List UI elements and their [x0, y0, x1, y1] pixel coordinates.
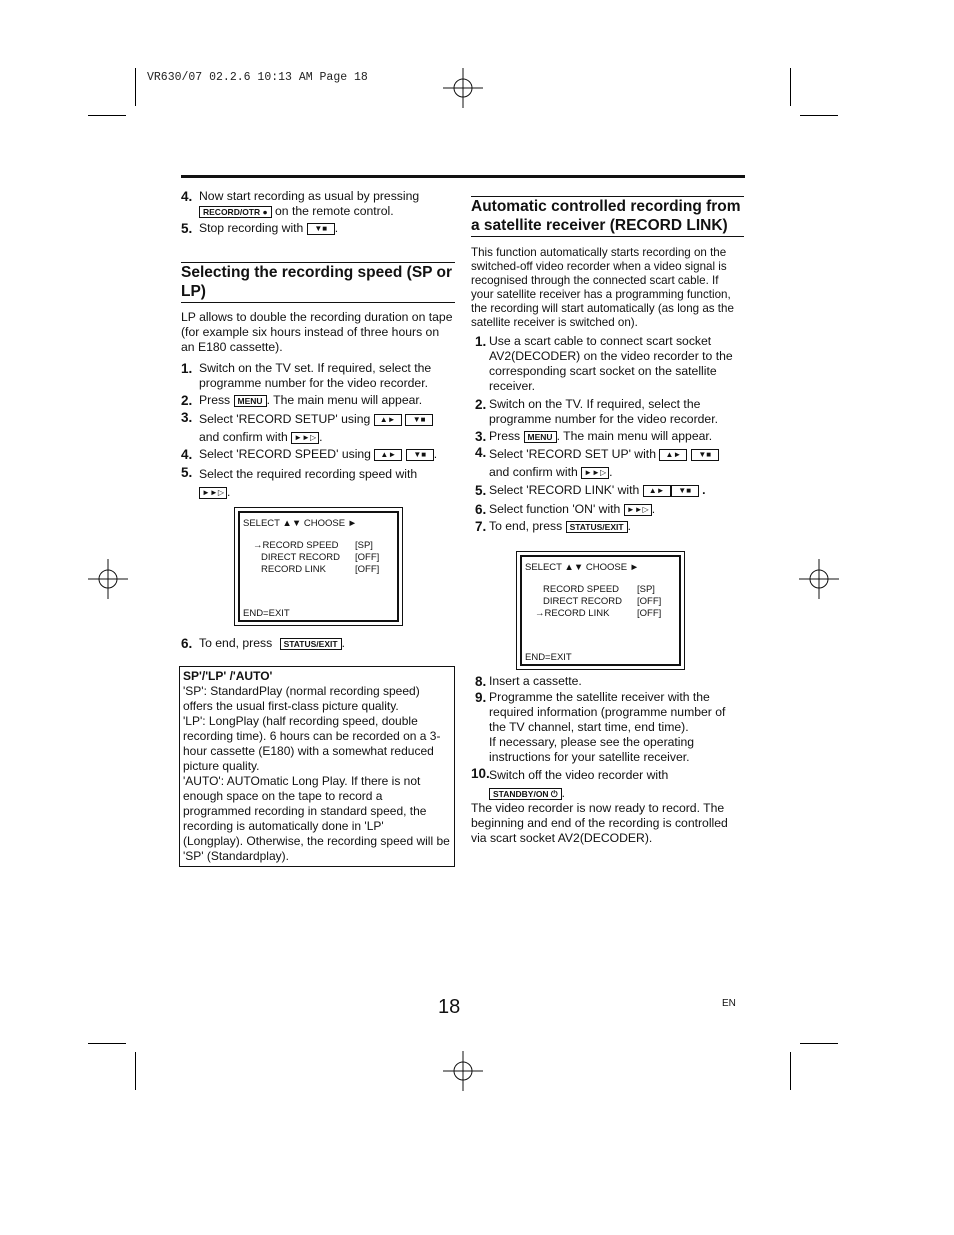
step-4: 4. Select 'RECORD SPEED' using ▲► ▼■ . — [181, 447, 438, 462]
down-key: ▼■ — [691, 449, 719, 461]
osd-row-label: →RECORD SPEED — [253, 540, 339, 551]
play-key: ►►▷ — [581, 467, 609, 479]
step-number: 10. — [471, 766, 490, 781]
step-number: 5. — [181, 221, 193, 236]
osd-menu-record-link — [516, 551, 685, 670]
step-number: 3. — [181, 410, 193, 425]
step-4: 4. Select 'RECORD SET UP' with ▲► ▼■ and confirm with ►►▷ . — [475, 445, 744, 481]
registration-mark-icon — [799, 559, 839, 599]
info-box-title: SP'/'LP' /'AUTO' — [183, 669, 273, 683]
step-9 — [475, 690, 744, 765]
osd-row-label: RECORD SPEED — [543, 584, 620, 595]
registration-mark-icon — [88, 559, 128, 599]
step-text: Use a scart cable to connect scart socket AV2(DECODER) on the video recorder to the corresponding scart socket on the satellite receiver. — [489, 334, 733, 393]
step-text-a: Select 'RECORD SET UP' with — [489, 447, 656, 461]
record-otr-key: RECORD/OTR ● — [199, 206, 272, 218]
crop-mark — [88, 115, 126, 116]
step-10: 10. Switch off the video recorder with STANDBY/ON ⏻ . — [471, 766, 669, 800]
step-text-a: Now start recording as usual by pressing — [199, 189, 420, 203]
step-number: 4. — [475, 445, 487, 460]
play-key: ►►▷ — [624, 504, 652, 516]
step-6-left: 6. To end, press STATUS/EXIT . — [181, 636, 345, 651]
step-5-stop: 5. Stop recording with ▼■ . — [181, 221, 339, 236]
crop-mark — [800, 1043, 838, 1044]
osd-footer: END=EXIT — [243, 608, 290, 619]
play-key: ►►▷ — [199, 487, 227, 499]
section-heading-speed: Selecting the recording speed (SP or LP) — [181, 264, 453, 300]
down-key: ▼■ — [671, 485, 699, 497]
step-number: 2. — [475, 397, 487, 412]
step-text: Stop recording with — [199, 221, 304, 235]
step-text: Switch on the TV. If required, select the programme number for the video recorder. — [489, 397, 718, 426]
step-2 — [475, 397, 744, 427]
registration-mark-icon — [443, 1051, 483, 1091]
step-text: Programme the satellite receiver with the required information (programme number of the TV channel, start time, end time). If necessary, please see the operating instructions for your satellite receiver. — [489, 690, 726, 764]
right-steps-lower — [471, 674, 744, 802]
language-label: EN — [722, 998, 736, 1009]
crop-mark — [790, 1052, 791, 1090]
step-number: 1. — [475, 334, 487, 349]
intro-paragraph: LP allows to double the recording duration on tape (for example six hours instead of three hours on an E180 cassette). — [181, 310, 453, 354]
heading-rule — [181, 302, 455, 303]
step-7: 7. To end, press STATUS/EXIT . — [475, 519, 631, 534]
step-number: 4. — [181, 447, 193, 462]
step-8 — [475, 674, 744, 689]
osd-row-value: [OFF] — [637, 596, 662, 607]
osd-header: SELECT ▲▼ CHOOSE ► — [243, 518, 358, 529]
status-exit-key: STATUS/EXIT — [566, 521, 628, 533]
print-slug: VR630/07 02.2.6 10:13 AM Page 18 — [147, 71, 368, 84]
step-number: 7. — [475, 519, 487, 534]
osd-row-label: DIRECT RECORD — [543, 596, 622, 607]
crop-mark — [790, 68, 791, 106]
step-number: 8. — [475, 674, 487, 689]
standby-on-key: STANDBY/ON ⏻ — [489, 788, 562, 800]
page-number: 18 — [438, 996, 461, 1018]
menu-key: MENU — [234, 395, 267, 407]
step-5: 5. Select the required recording speed with ►►▷ . — [181, 465, 418, 499]
step-number: 6. — [475, 502, 487, 517]
osd-row-value: [SP] — [355, 540, 373, 551]
play-key: ►►▷ — [291, 432, 319, 444]
osd-row-label: →RECORD LINK — [535, 608, 610, 619]
step-text-a: Select 'RECORD SETUP' using — [199, 412, 371, 426]
step-4-record — [181, 189, 455, 219]
step-1 — [475, 334, 744, 394]
step-text: Insert a cassette. — [489, 674, 582, 688]
info-box-speed-modes — [179, 666, 455, 867]
step-text-b: . The main menu will appear. — [266, 393, 423, 407]
step-text-b: on the remote control. — [275, 204, 394, 218]
step-text-b: . The main menu will appear. — [556, 429, 713, 443]
step-1 — [181, 361, 455, 391]
step-3: 3. Select 'RECORD SETUP' using ▲► ▼■ and confirm with ►►▷ . — [181, 410, 455, 446]
step-text-a: Press — [199, 393, 231, 407]
right-steps — [475, 334, 744, 534]
heading-rule — [471, 236, 744, 237]
step-text: Switch on the TV set. If required, select the programme number for the video recorder. — [199, 361, 432, 390]
step-text-b: and confirm with — [199, 430, 288, 444]
crop-mark — [135, 68, 136, 106]
step-text — [199, 189, 455, 219]
step-number: 5. — [475, 483, 487, 498]
step-number: 5. — [181, 465, 193, 480]
step-text-a: Select the required recording speed with — [199, 467, 418, 481]
step-text: Switch off the video recorder with — [489, 768, 669, 782]
up-key: ▲► — [659, 449, 687, 461]
step-text-a: Press — [489, 429, 521, 443]
osd-header: SELECT ▲▼ CHOOSE ► — [525, 562, 640, 573]
step-text-a: Select 'RECORD SPEED' using — [199, 447, 371, 461]
status-exit-key: STATUS/EXIT — [280, 638, 342, 650]
step-number: 3. — [475, 429, 487, 444]
step-text-a: Select function 'ON' with — [489, 502, 621, 516]
osd-menu-record-speed — [234, 507, 403, 626]
osd-footer: END=EXIT — [525, 652, 572, 663]
osd-row-value: [SP] — [637, 584, 655, 595]
step-2 — [181, 393, 455, 408]
step-number: 6. — [181, 636, 193, 651]
step-text: To end, press — [199, 636, 273, 650]
step-6: 6. Select function 'ON' with ►►▷ . — [475, 502, 656, 517]
step-text-a: Select 'RECORD LINK' with — [489, 483, 640, 497]
crop-mark — [135, 1052, 136, 1090]
step-number: 4. — [181, 189, 193, 204]
heading-rule — [181, 262, 455, 263]
menu-key: MENU — [524, 431, 557, 443]
step-number: 9. — [475, 690, 487, 705]
down-key: ▼■ — [406, 449, 434, 461]
registration-mark-icon — [443, 68, 483, 108]
step-text-a: To end, press — [489, 519, 563, 533]
section-heading-record-link: Automatic controlled recording from a satellite receiver (RECORD LINK) — [471, 198, 741, 234]
up-key: ▲► — [374, 414, 402, 426]
step-3 — [475, 429, 744, 444]
left-body — [181, 310, 455, 501]
right-intro: This function automatically starts recording on the switched-off video recorder when a video signal is recognised through the connected scart cable. If your satellite receiver has a programming function, the recording will start automatically (as long as the satellite receiver is switched on). — [471, 246, 734, 329]
osd-row-value: [OFF] — [355, 564, 380, 575]
down-key: ▼■ — [405, 414, 433, 426]
top-rule — [181, 175, 745, 178]
info-box-body: 'SP': StandardPlay (normal recording speed) offers the usual first-class picture quality. 'LP': LongPlay (half recording speed, double recording time). 6 hours can be recorded on a 3-hour cassette (E180) with a somewhat reduced picture quality. 'AUTO': AUTOmatic Long Play. If there is not enough space on the tape to record a programmed recording in standard speed, the recording is automatically done in 'LP' (Longplay). Otherwise, the recording speed will be 'SP' (Standardplay). — [183, 684, 450, 863]
osd-row-label: DIRECT RECORD — [261, 552, 340, 563]
stop-key: ▼■ — [307, 223, 335, 235]
step-number: 1. — [181, 361, 193, 376]
up-key: ▲► — [374, 449, 402, 461]
crop-mark — [800, 115, 838, 116]
osd-row-label: RECORD LINK — [261, 564, 326, 575]
osd-row-value: [OFF] — [355, 552, 380, 563]
step-number: 2. — [181, 393, 193, 408]
step-5: 5. Select 'RECORD LINK' with ▲► ▼■ . — [475, 483, 706, 498]
step-text-b: and confirm with — [489, 465, 578, 479]
left-column — [181, 189, 455, 236]
osd-row-value: [OFF] — [637, 608, 662, 619]
closing-paragraph: The video recorder is now ready to record. The beginning and end of the recording is controlled via scart socket AV2(DECODER). — [471, 801, 728, 845]
crop-mark — [88, 1043, 126, 1044]
up-key: ▲► — [643, 485, 671, 497]
